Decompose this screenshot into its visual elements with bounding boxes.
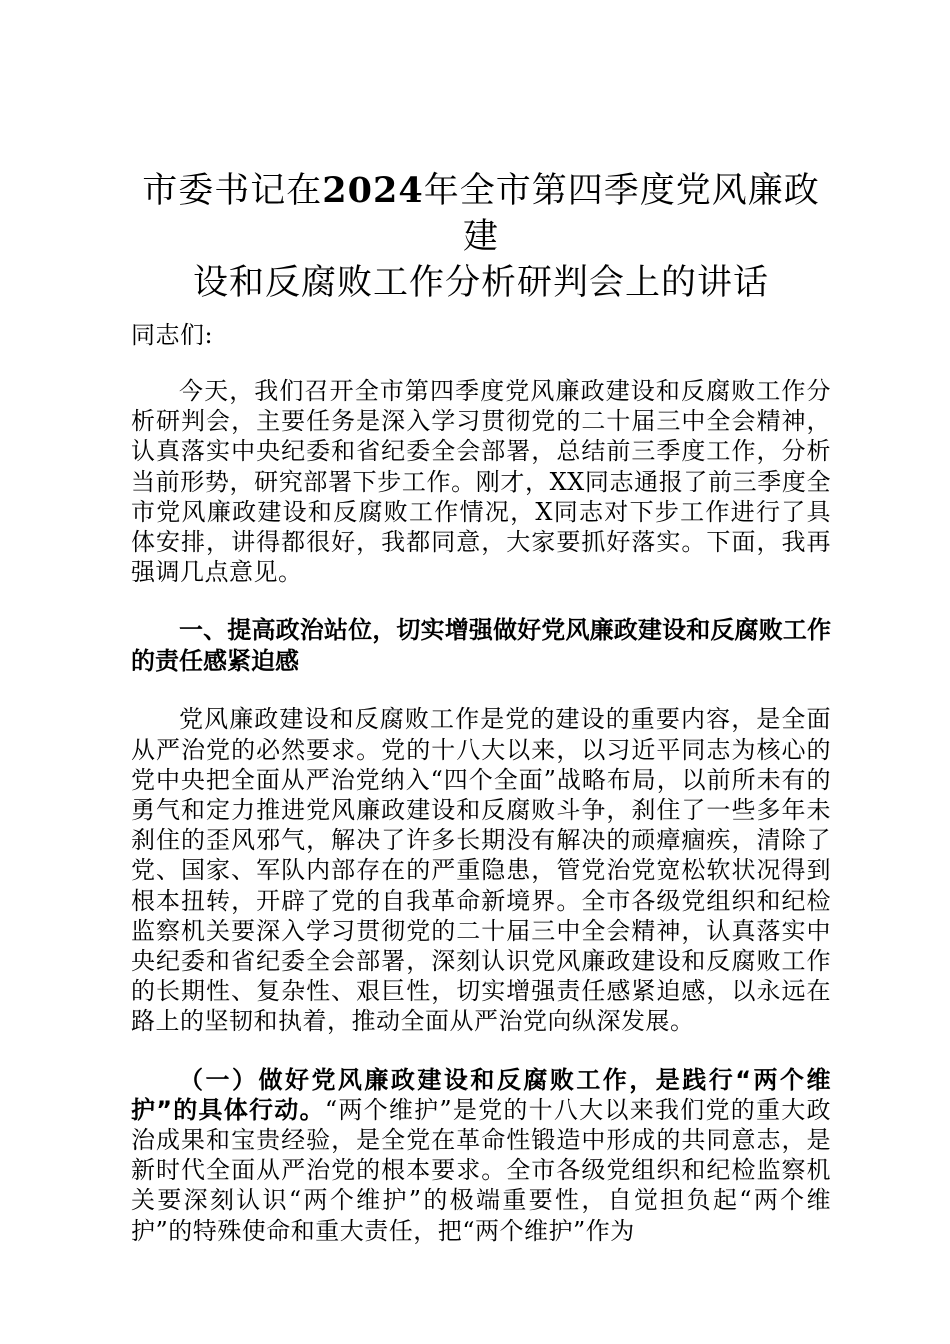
salutation: 同志们: — [131, 321, 214, 349]
title-line1-pre: 市委书记在 — [142, 171, 323, 211]
section-1-paragraph: 党风廉政建设和反腐败工作是党的建设的重要内容，是全面从严治党的必然要求。党的十八大以来，以习近平同志为核心的党中央把全面从严治党纳入“四个全面”战略布局，以前所未有的勇气和定力推进党风廉政建设和反腐败斗争，刹住了一些多年未刹住的歪风邪气，解决了许多长期没有解决的顽瘴痼疾，清除了党、国家、军队内部存在的严重隐患，管党治党宽松软状况得到根本扭转，开辟了党的自我革命新境界。全市各级党组织和纪检监察机关要深入学习贯彻党的二十届三中全会精神，认真落实中央纪委和省纪委全会部署，深刻认识党风廉政建设和反腐败工作的长期性、复杂性、艰巨性，切实增强责任感紧迫感，以永远在路上的坚韧和执着，推动全面从严治党向纵深发展。 — [131, 705, 831, 1036]
title-line1-post: 年全市第四季度党风廉政建 — [423, 171, 820, 257]
opening-paragraph: 今天，我们召开全市第四季度党风廉政建设和反腐败工作分析研判会，主要任务是深入学习贯彻党的二十届三中全会精神，认真落实中央纪委和省纪委全会部署，总结前三季度工作，分析当前形势，研究部署下步工作。刚才，XX同志通报了前三季度全市党风廉政建设和反腐败工作情况，X同志对下步工作进行了具体安排，讲得都很好，我都同意，大家要抓好落实。下面，我再强调几点意见。 — [131, 377, 831, 587]
subsection-heading-1: （一）做好党风廉政建设和反腐败工作，是践行“两个维护”的具体行动。 — [131, 1065, 831, 1124]
document-title — [131, 168, 831, 306]
subsection-1-text: “两个维护”是党的十八大以来我们党的重大政治成果和宝贵经验，是全党在革命性锻造中形成的共同意志，是新时代全面从严治党的根本要求。全市各级党组织和纪检监察机关要深刻认识“两个维护”的极端重要性，自觉担负起“两个维护”的特殊使命和重大责任，把“两个维护”作为 — [131, 1095, 831, 1245]
section-heading-1: 一、提高政治站位，切实增强做好党风廉政建设和反腐败工作的责任感紧迫感 — [131, 616, 831, 675]
title-line2: 设和反腐败工作分析研判会上的讲话 — [192, 263, 769, 303]
document-body — [131, 168, 831, 1246]
subsection-1-paragraph — [131, 1065, 831, 1246]
title-year: 2024 — [322, 170, 424, 211]
